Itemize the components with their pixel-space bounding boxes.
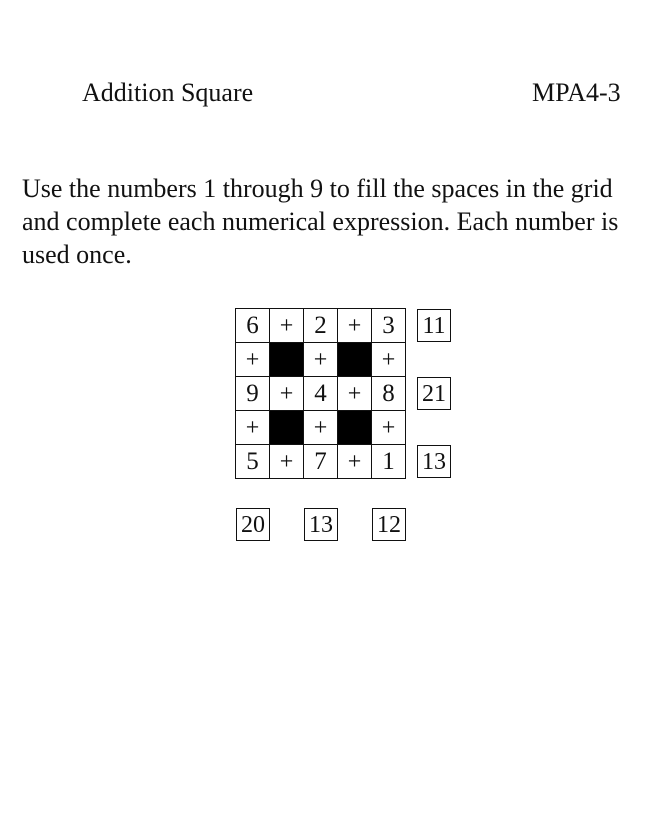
grid-cell-plus: +: [338, 445, 372, 479]
grid-cell-plus: +: [304, 411, 338, 445]
instructions-text: Use the numbers 1 through 9 to fill the spaces in the grid and complete each numerical expression. Each number is used once.: [22, 174, 619, 269]
row-sum-box: 13: [417, 445, 451, 478]
column-sum-box: 12: [372, 508, 406, 541]
grid-cell-number: 1: [372, 445, 406, 479]
column-sum-box: 20: [236, 508, 270, 541]
grid-cell-blocked: [270, 411, 304, 445]
grid-cell-plus: +: [236, 411, 270, 445]
puzzle-grid: [235, 308, 406, 479]
grid-cell-plus: +: [270, 377, 304, 411]
grid-cell-number: 3: [372, 309, 406, 343]
grid-cell-blocked: [338, 343, 372, 377]
grid-cell-number: 2: [304, 309, 338, 343]
row-sum-box: 21: [417, 377, 451, 410]
grid-cell-number: 4: [304, 377, 338, 411]
worksheet-code: MPA4-3: [532, 78, 621, 107]
grid-cell-plus: +: [338, 309, 372, 343]
grid-cell-plus: +: [372, 411, 406, 445]
grid-cell-plus: +: [270, 309, 304, 343]
grid-cell-number: 9: [236, 377, 270, 411]
grid-cell-plus: +: [338, 377, 372, 411]
grid-cell-plus: +: [372, 343, 406, 377]
page-title: Addition Square: [82, 78, 254, 107]
column-sum-box: 13: [304, 508, 338, 541]
grid-cell-blocked: [270, 343, 304, 377]
grid-cell-number: 5: [236, 445, 270, 479]
grid-cell-plus: +: [236, 343, 270, 377]
grid-cell-plus: +: [304, 343, 338, 377]
grid-cell-plus: +: [270, 445, 304, 479]
grid-cell-number: 6: [236, 309, 270, 343]
row-sum-box: 11: [417, 309, 451, 342]
addition-square-puzzle: [235, 308, 455, 548]
grid-cell-blocked: [338, 411, 372, 445]
grid-cell-number: 8: [372, 377, 406, 411]
grid-cell-number: 7: [304, 445, 338, 479]
